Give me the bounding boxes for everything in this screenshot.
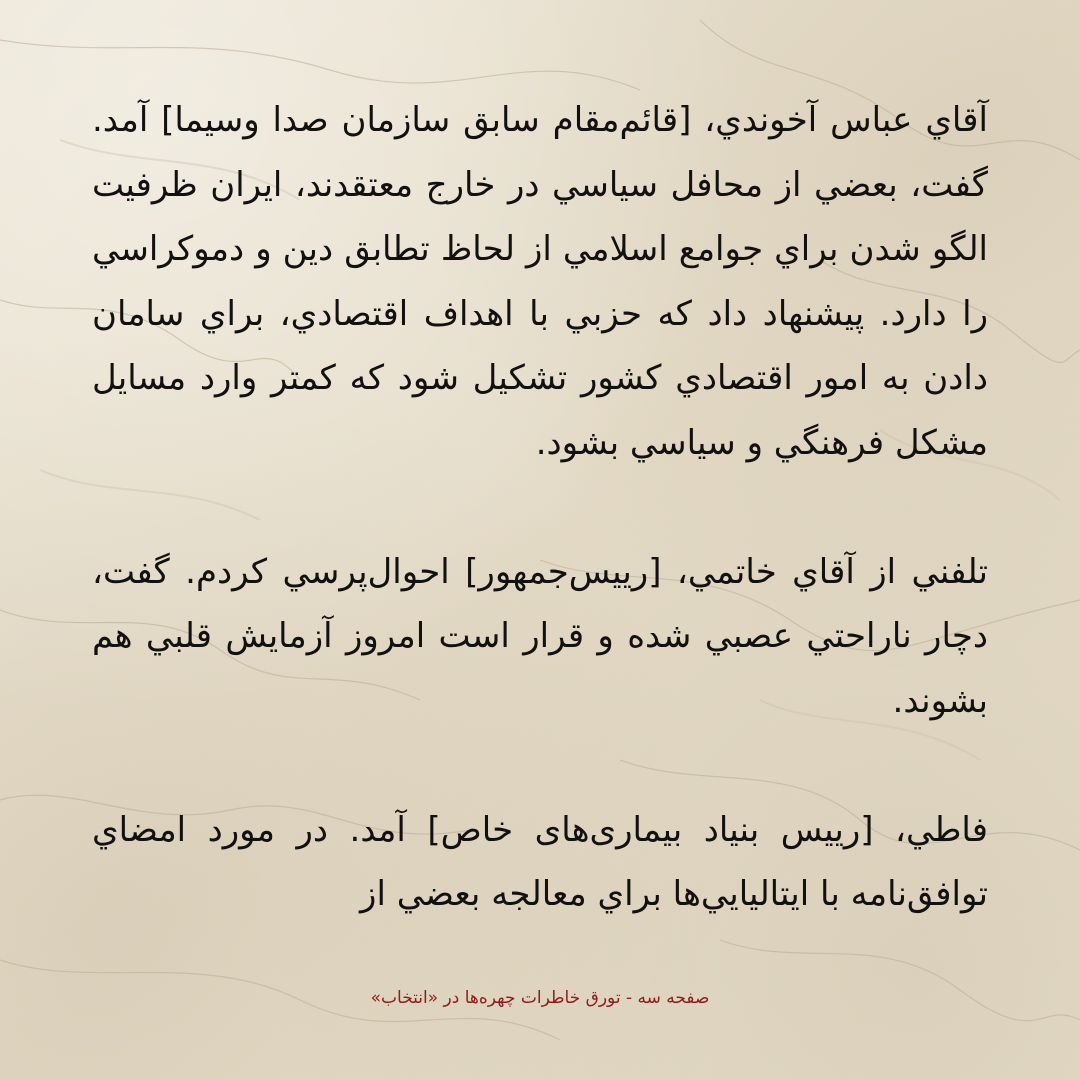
memoir-text: [92, 88, 988, 927]
paragraph-khatami: تلفني از آقاي خاتمي، [رييس‌جمهور] احوال‌پرسي كردم. گفت، دچار ناراحتي عصبي شده و قرار است امروز آزمايش قلبي هم بشوند.: [92, 551, 988, 721]
paragraph-akhoundi: آقاي عباس آخوندي، [قائم‌مقام سابق سازمان صدا وسيما] آمد. گفت، بعضي از محافل سياسي در خارج معتقدند، ايران ظرفيت الگو شدن براي جوامع اسلامي از لحاظ تطابق دين و دموكراسي را دارد. پيشنهاد داد كه حزبي با اهداف اقتصادي، براي سامان دادن به امور اقتصادي كشور تشكيل شود كه كمتر وارد مسايل مشكل فرهنگي و سياسي بشود.: [92, 100, 988, 463]
page-footer: صفحه سه - تورق خاطرات چهره‌ها در «انتخاب»: [370, 988, 710, 1008]
paragraph-fati: فاطي، [رييس بنياد بیماری‌های خاص] آمد. در مورد امضاي توافق‌نامه با ايتاليايي‌ها براي معالجه بعضي از: [92, 809, 988, 914]
